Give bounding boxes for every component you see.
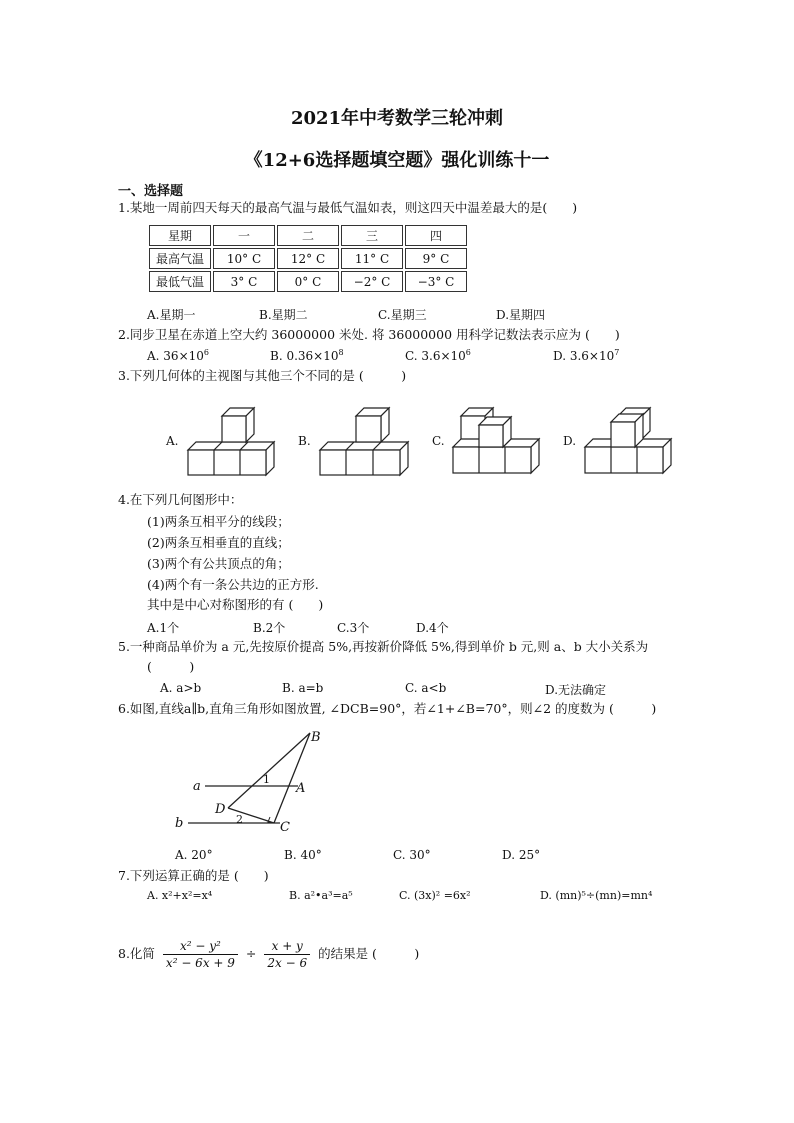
figure-label-c: C. xyxy=(432,434,445,448)
label-b: b xyxy=(175,816,184,831)
table-cell: 最低气温 xyxy=(149,271,211,292)
label-a: a xyxy=(193,779,201,794)
table-cell: 11° C xyxy=(341,248,403,269)
option-d: D.4个 xyxy=(416,621,449,635)
table-cell: 10° C xyxy=(213,248,275,269)
fraction-2: $\frac{x + y}{2x - 6}$ xyxy=(264,938,310,971)
list-item: (3)两个有公共顶点的角； xyxy=(147,556,290,571)
question-7-text: 7.下列运算正确的是 ( ) xyxy=(118,868,269,883)
question-5-paren: ( ) xyxy=(147,659,195,674)
table-cell: 二 xyxy=(277,225,339,246)
label-A: A xyxy=(296,781,306,796)
question-4-prompt: 其中是中心对称图形的有 ( ) xyxy=(147,597,324,612)
option-c: C. a<b xyxy=(405,681,447,695)
question-3-text: 3.下列几何体的主视图与其他三个不同的是 ( ) xyxy=(118,368,407,383)
table-cell: 星期 xyxy=(149,225,211,246)
option-c: C.3个 xyxy=(337,621,370,635)
figure-label-a: A. xyxy=(166,434,179,448)
option-c: C. $3.6\times 10^6$ xyxy=(405,348,471,363)
question-4-text: 4.在下列几何图形中： xyxy=(118,492,243,507)
option-c: C. (3x)² =6x² xyxy=(399,889,471,902)
cube-figure-b xyxy=(320,408,408,475)
option-d: D.星期四 xyxy=(496,308,546,322)
table-cell: 3° C xyxy=(213,271,275,292)
question-8-text: 8.化简 $\frac{\text{x² − y²}}{\text{x² − 6x + 9}}$ ÷ $\frac{x + y}{2x - 6}$ 的结果是 ( ) xyxy=(118,939,420,970)
table-cell: 四 xyxy=(405,225,467,246)
option-c: C. 30° xyxy=(393,848,431,862)
option-c: C.星期三 xyxy=(378,308,427,322)
cube-figure-c xyxy=(453,408,539,473)
page-subtitle: 《12+6选择题填空题》强化训练十一 xyxy=(244,150,550,171)
question-2-text: 2.同步卫星在赤道上空大约 36000000 米处. 将 36000000 用科学记数法表示应为 ( ) xyxy=(118,327,620,342)
table-cell: 0° C xyxy=(277,271,339,292)
list-item: (1)两条互相平分的线段； xyxy=(147,514,290,529)
list-item: (2)两条互相垂直的直线； xyxy=(147,535,290,550)
option-a: A. $36\times 10^6$ xyxy=(147,348,209,363)
table-cell: 一 xyxy=(213,225,275,246)
option-b: B.2个 xyxy=(253,621,286,635)
page-title: 2021年中考数学三轮冲刺 xyxy=(290,108,504,129)
table-cell: −3° C xyxy=(405,271,467,292)
option-a: A. 20° xyxy=(175,848,213,862)
fraction-1: $\frac{\text{x² − y²}}{\text{x² − 6x + 9}}$ xyxy=(163,938,238,971)
option-a: A. x²+x²=x⁴ xyxy=(147,889,213,902)
table-cell: 12° C xyxy=(277,248,339,269)
option-a: A.1个 xyxy=(147,621,180,635)
geometry-figure xyxy=(160,720,360,840)
option-d: D.无法确定 xyxy=(545,683,607,697)
section-heading: 一、选择题 xyxy=(118,184,184,199)
cube-figures xyxy=(0,0,794,500)
option-b: B. 40° xyxy=(284,848,322,862)
option-a: A. a>b xyxy=(160,681,202,695)
cube-figure-d xyxy=(585,408,671,473)
option-b: B.星期二 xyxy=(259,308,308,322)
cube-figure-a xyxy=(188,408,274,475)
list-item: (4)两个有一条公共边的正方形. xyxy=(147,577,319,592)
angle-2-label: 2 xyxy=(236,813,243,826)
figure-label-b: B. xyxy=(298,434,311,448)
question-5-text: 5.一种商品单价为 a 元,先按原价提高 5%,再按新价降低 5%,得到单价 b 元,则 a、b 大小关系为 xyxy=(118,639,649,654)
option-d: D. 25° xyxy=(502,848,541,862)
label-D: D xyxy=(215,802,226,817)
option-b: B. a²•a³=a⁵ xyxy=(289,889,353,902)
label-C: C xyxy=(280,820,290,835)
option-a: A.星期一 xyxy=(147,308,196,322)
angle-1-label: 1 xyxy=(263,773,270,786)
figure-label-d: D. xyxy=(563,434,577,448)
table-cell: 三 xyxy=(341,225,403,246)
table-cell: −2° C xyxy=(341,271,403,292)
label-B: B xyxy=(311,730,321,745)
option-d: D. (mn)⁵÷(mn)=mn⁴ xyxy=(540,889,653,902)
question-6-text: 6.如图,直线a∥b,直角三角形如图放置, ∠DCB=90°，若∠1+∠B=70°，则∠2 的度数为 ( ) xyxy=(118,701,657,716)
table-cell: 9° C xyxy=(405,248,467,269)
option-b: B. $0.36\times 10^8$ xyxy=(270,348,344,363)
table-cell: 最高气温 xyxy=(149,248,211,269)
option-b: B. a=b xyxy=(282,681,324,695)
option-d: D. $3.6\times 10^7$ xyxy=(553,348,620,363)
question-1-text: 1.某地一周前四天每天的最高气温与最低气温如表，则这四天中温差最大的是( ) xyxy=(118,200,578,215)
